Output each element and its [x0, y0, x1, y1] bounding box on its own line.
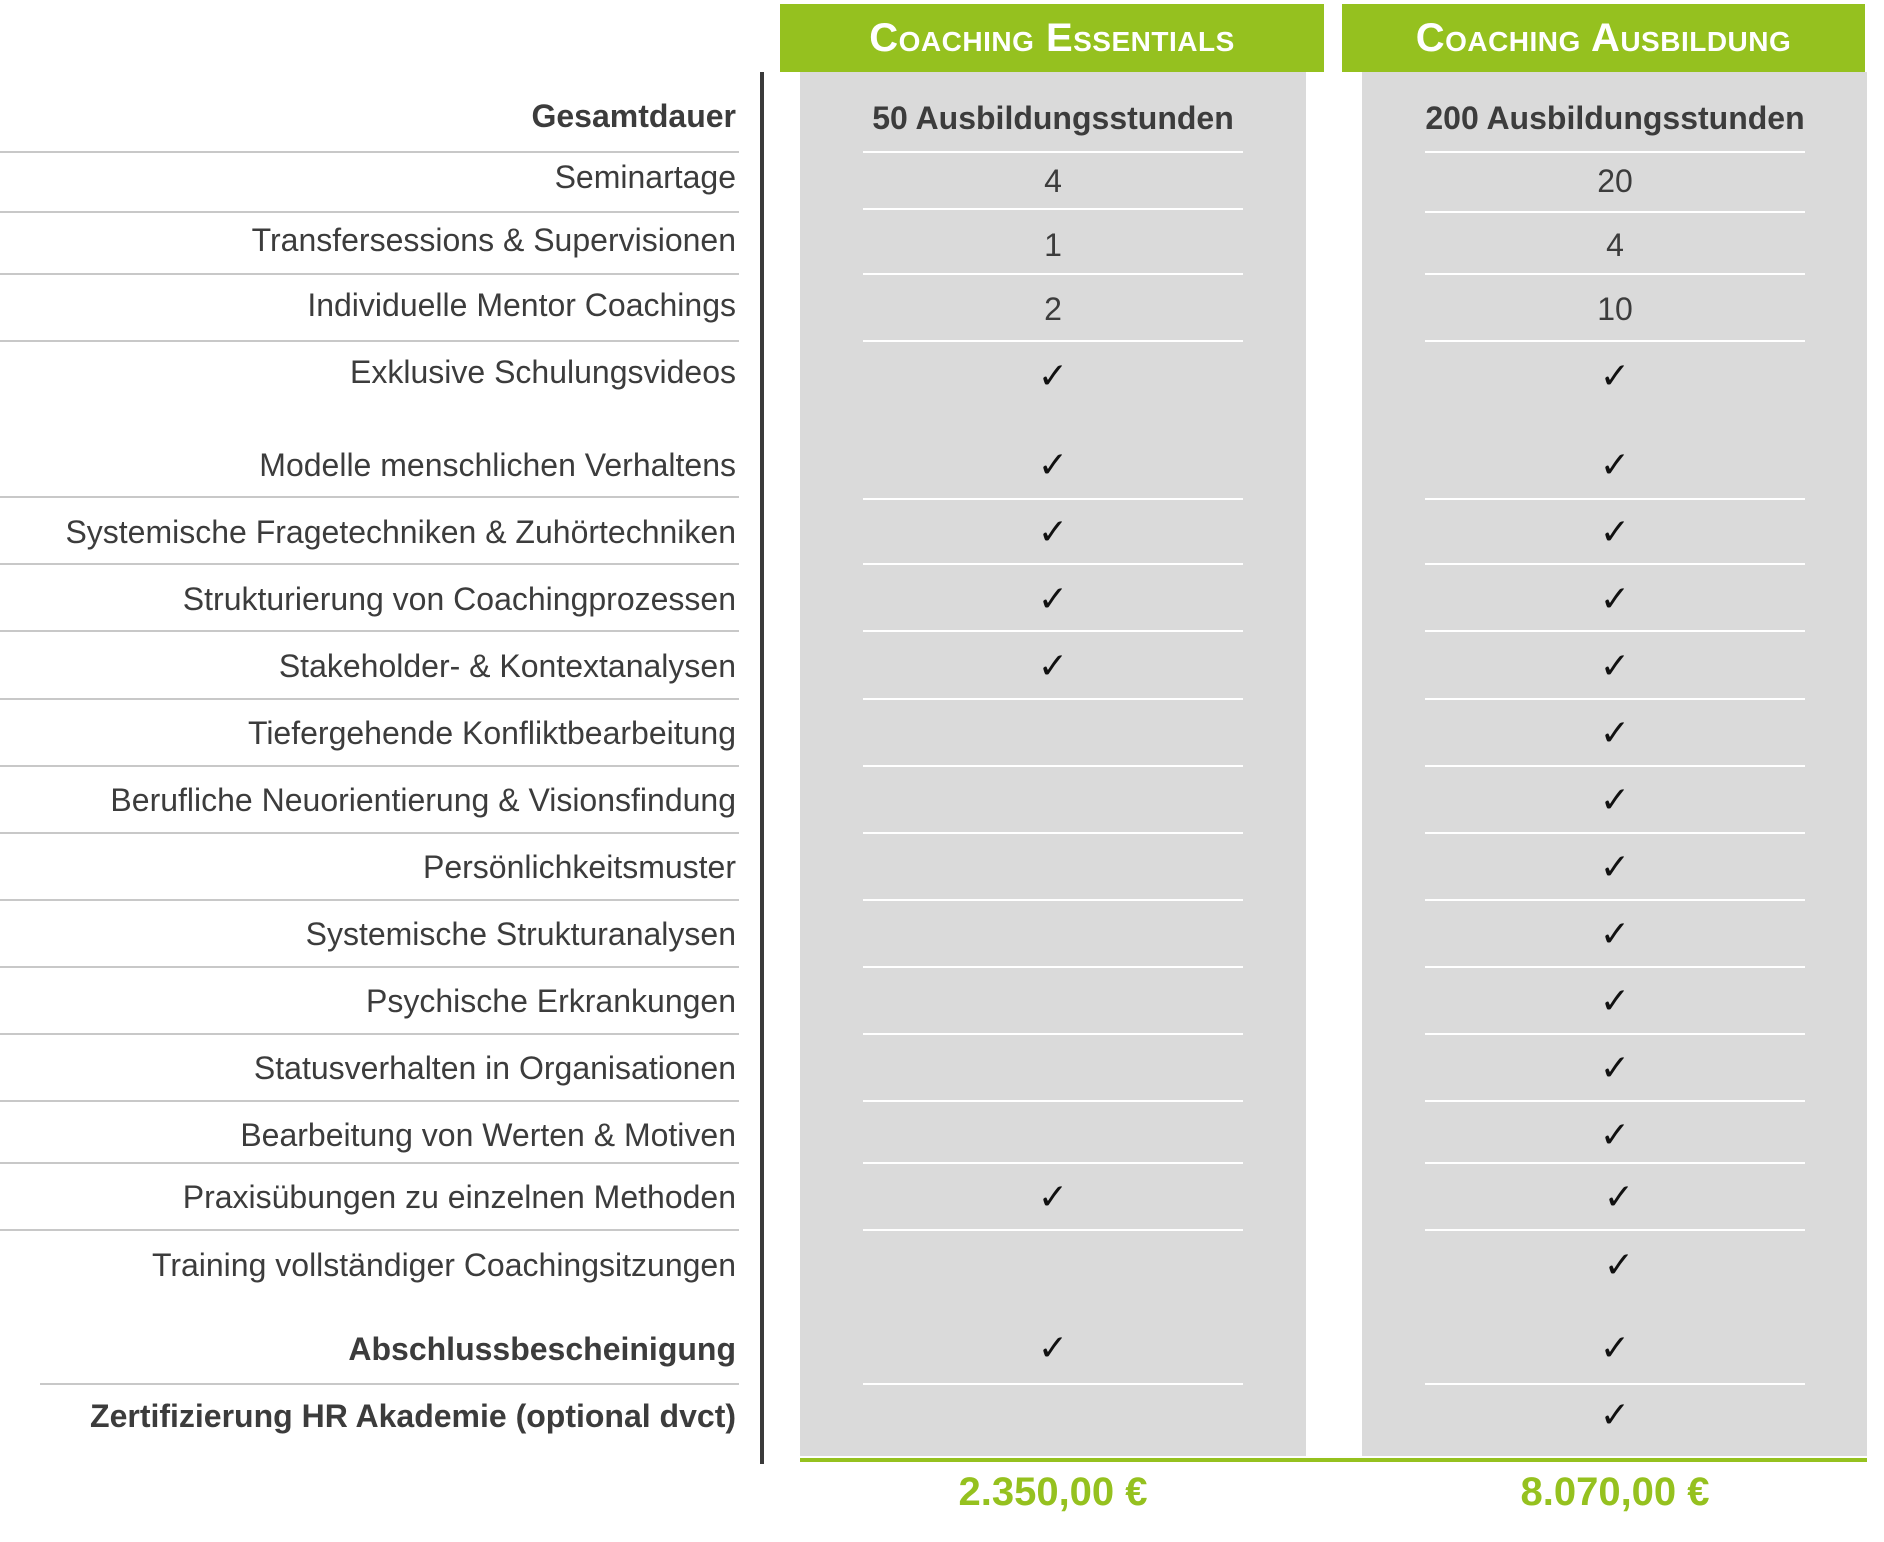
- label-divider: [760, 72, 764, 1464]
- row-divider: [0, 899, 739, 901]
- row-divider: [1425, 563, 1805, 565]
- row-divider: [1425, 498, 1805, 500]
- check-icon: ✓: [1599, 914, 1631, 955]
- row-divider: [863, 832, 1243, 834]
- row-label-stakeholder: Stakeholder- & Kontextanalysen: [278, 648, 736, 684]
- row-label-gesamtdauer: Gesamtdauer: [531, 98, 736, 134]
- row-divider: [0, 1229, 739, 1231]
- row-divider: [863, 340, 1243, 342]
- row-divider: [863, 273, 1243, 275]
- header-coaching-ausbildung: Coaching Ausbildung: [1342, 4, 1865, 72]
- price-ausbildung: 8.070,00 €: [1520, 1470, 1710, 1514]
- check-icon: ✓: [1599, 445, 1631, 486]
- row-divider: [0, 765, 739, 767]
- row-label-fragetechniken: Systemische Fragetechniken & Zuhörtechniken: [65, 514, 736, 550]
- cell-essentials-seminartage: 4: [1044, 163, 1062, 199]
- check-icon: ✓: [1037, 579, 1069, 620]
- row-divider: [863, 498, 1243, 500]
- check-icon: ✓: [1599, 1395, 1631, 1436]
- row-label-modelle-verhalten: Modelle menschlichen Verhaltens: [259, 447, 736, 483]
- cell-ausbildung-mentor-coachings: 10: [1597, 291, 1633, 327]
- row-label-training-coachingsitzungen: Training vollständiger Coachingsitzungen: [151, 1247, 736, 1283]
- row-label-schulungsvideos: Exklusive Schulungsvideos: [350, 354, 736, 390]
- row-divider: [0, 563, 739, 565]
- check-icon: ✓: [1599, 646, 1631, 687]
- row-divider: [0, 832, 739, 834]
- check-icon: ✓: [1599, 713, 1631, 754]
- check-icon: ✓: [1603, 1245, 1635, 1286]
- row-divider: [1425, 1229, 1805, 1231]
- row-label-abschlussbescheinigung: Abschlussbescheinigung: [348, 1331, 736, 1367]
- row-divider: [40, 1383, 739, 1385]
- check-icon: ✓: [1599, 356, 1631, 397]
- check-icon: ✓: [1599, 981, 1631, 1022]
- row-divider: [1425, 273, 1805, 275]
- check-icon: ✓: [1599, 579, 1631, 620]
- row-divider: [1425, 211, 1805, 213]
- row-divider: [863, 563, 1243, 565]
- row-divider: [1425, 1033, 1805, 1035]
- row-label-statusverhalten: Statusverhalten in Organisationen: [253, 1050, 736, 1086]
- row-divider: [0, 630, 739, 632]
- check-icon: ✓: [1037, 445, 1069, 486]
- row-label-praxisuebungen: Praxisübungen zu einzelnen Methoden: [182, 1179, 736, 1215]
- row-label-persoenlichkeitsmuster: Persönlichkeitsmuster: [423, 849, 736, 885]
- price-essentials: 2.350,00 €: [958, 1470, 1148, 1514]
- row-divider: [0, 698, 739, 700]
- row-divider: [0, 966, 739, 968]
- row-divider: [1425, 630, 1805, 632]
- row-divider: [863, 966, 1243, 968]
- row-label-psychische-erkrankungen: Psychische Erkrankungen: [366, 983, 736, 1019]
- row-divider: [1425, 832, 1805, 834]
- check-icon: ✓: [1599, 512, 1631, 553]
- row-divider: [0, 151, 739, 153]
- row-divider: [863, 1162, 1243, 1164]
- check-icon: ✓: [1037, 512, 1069, 553]
- row-divider: [1425, 765, 1805, 767]
- row-divider: [863, 208, 1243, 210]
- row-divider: [0, 340, 739, 342]
- row-divider: [863, 1100, 1243, 1102]
- row-label-werte-motive: Bearbeitung von Werten & Motiven: [240, 1117, 736, 1153]
- row-label-zertifizierung: Zertifizierung HR Akademie (optional dvct): [90, 1398, 736, 1434]
- row-label-neuorientierung: Berufliche Neuorientierung & Visionsfindung: [110, 782, 736, 818]
- check-icon: ✓: [1037, 356, 1069, 397]
- row-divider: [863, 765, 1243, 767]
- row-divider: [0, 211, 739, 213]
- cell-essentials-mentor-coachings: 2: [1044, 291, 1062, 327]
- row-divider: [0, 273, 739, 275]
- row-divider: [1425, 1383, 1805, 1385]
- row-divider: [863, 151, 1243, 153]
- row-divider: [1425, 966, 1805, 968]
- row-label-strukturanalysen: Systemische Strukturanalysen: [305, 916, 736, 952]
- essentials-column: [800, 72, 1306, 1456]
- cell-essentials-transfersessions: 1: [1044, 227, 1062, 263]
- header-coaching-essentials: Coaching Essentials: [780, 4, 1324, 72]
- row-divider: [863, 698, 1243, 700]
- row-divider: [1425, 698, 1805, 700]
- check-icon: ✓: [1599, 847, 1631, 888]
- row-divider: [0, 496, 739, 498]
- check-icon: ✓: [1599, 1115, 1631, 1156]
- price-divider: [800, 1458, 1867, 1462]
- cell-ausbildung-seminartage: 20: [1597, 163, 1633, 199]
- row-divider: [863, 899, 1243, 901]
- row-divider: [863, 1033, 1243, 1035]
- row-divider: [1425, 1100, 1805, 1102]
- check-icon: ✓: [1599, 780, 1631, 821]
- row-divider: [0, 1033, 739, 1035]
- check-icon: ✓: [1599, 1048, 1631, 1089]
- check-icon: ✓: [1037, 646, 1069, 687]
- row-divider: [863, 1383, 1243, 1385]
- row-divider: [1425, 1162, 1805, 1164]
- row-label-mentor-coachings: Individuelle Mentor Coachings: [307, 287, 736, 323]
- row-divider: [863, 1229, 1243, 1231]
- row-divider: [0, 1100, 739, 1102]
- row-label-strukturierung: Strukturierung von Coachingprozessen: [182, 581, 736, 617]
- row-label-konfliktbearbeitung: Tiefergehende Konfliktbearbeitung: [247, 715, 736, 751]
- check-icon: ✓: [1037, 1328, 1069, 1369]
- cell-ausbildung-gesamtdauer: 200 Ausbildungsstunden: [1425, 100, 1805, 136]
- row-divider: [1425, 151, 1805, 153]
- row-divider: [1425, 340, 1805, 342]
- check-icon: ✓: [1599, 1328, 1631, 1369]
- row-divider: [0, 1162, 739, 1164]
- cell-ausbildung-transfersessions: 4: [1606, 227, 1624, 263]
- row-divider: [1425, 899, 1805, 901]
- row-label-transfersessions: Transfersessions & Supervisionen: [251, 222, 736, 258]
- check-icon: ✓: [1037, 1177, 1069, 1218]
- row-label-seminartage: Seminartage: [554, 159, 736, 195]
- cell-essentials-gesamtdauer: 50 Ausbildungsstunden: [872, 100, 1234, 136]
- check-icon: ✓: [1603, 1177, 1635, 1218]
- row-divider: [863, 630, 1243, 632]
